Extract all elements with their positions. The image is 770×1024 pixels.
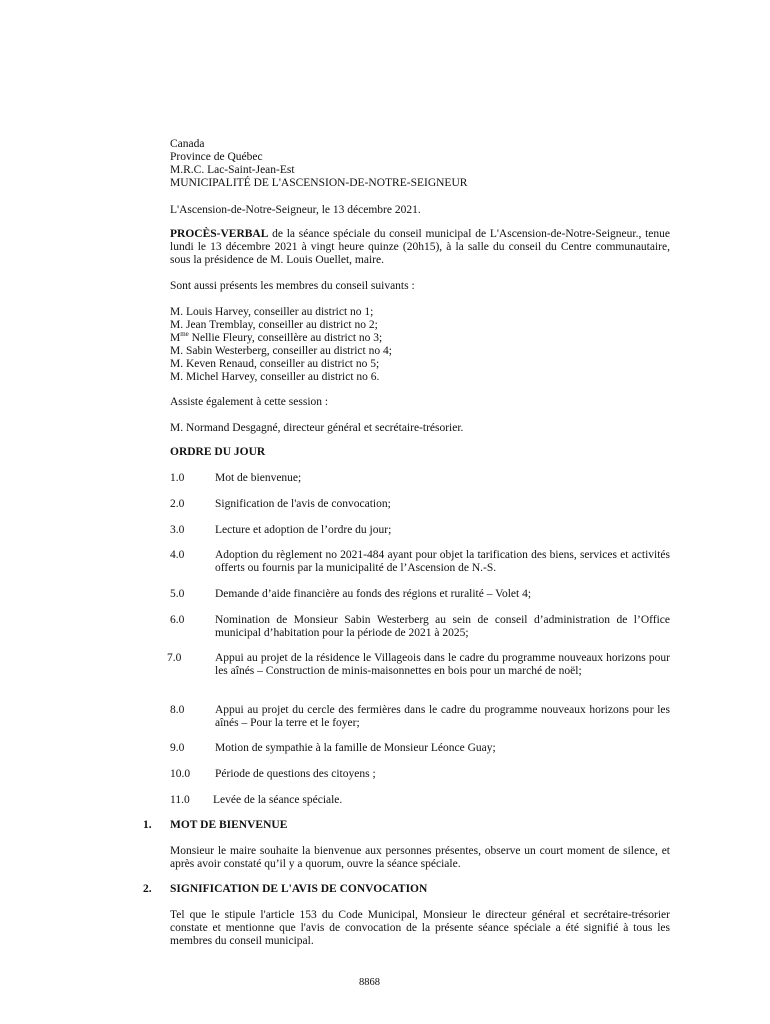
agenda-item-text: Appui au projet du cercle des fermières dans le cadre du programme nouveaux horizons pour les aînés – Pour la terre et le foyer; xyxy=(215,704,670,729)
section-body: Monsieur le maire souhaite la bienvenue aux personnes présentes, observe un court moment de silence, et après avoir constaté qu’il y a quorum, ouvre la séance spéciale. xyxy=(170,845,670,870)
agenda-item-text: Mot de bienvenue; xyxy=(215,472,302,484)
agenda-item-number: 1.0 xyxy=(170,472,185,484)
agenda-item-number: 6.0 xyxy=(170,614,185,626)
assist-intro: Assiste également à cette session : xyxy=(170,396,329,408)
member-item: M. Sabin Westerberg, conseiller au district no 4; xyxy=(170,345,392,357)
agenda-item-text: Appui au projet de la résidence le Villageois dans le cadre du programme nouveaux horizons pour les aînés – Construction de minis-maisonnettes en bois pour un marché de noël; xyxy=(215,652,670,677)
agenda-item-number: 2.0 xyxy=(170,498,185,510)
page-number: 8868 xyxy=(359,977,380,988)
agenda-item-text: Signification de l'avis de convocation; xyxy=(215,498,391,510)
agenda-item-text: Demande d’aide financière au fonds des régions et ruralité – Volet 4; xyxy=(215,588,532,600)
section-title: SIGNIFICATION DE L'AVIS DE CONVOCATION xyxy=(170,883,428,895)
agenda-item-text: Nomination de Monsieur Sabin Westerberg au sein de conseil d’administration de l’Office municipal d’habitation pour la période de 2021 à 2025; xyxy=(215,614,670,639)
agenda-item-number: 5.0 xyxy=(170,588,185,600)
agenda-item-text: Motion de sympathie à la famille de Monsieur Léonce Guay; xyxy=(215,742,496,754)
member-item: M. Jean Tremblay, conseiller au district no 2; xyxy=(170,319,378,331)
agenda-item-number: 11.0 xyxy=(170,794,190,806)
section-number: 2. xyxy=(143,883,152,895)
assist-person: M. Normand Desgagné, directeur général et secrétaire-trésorier. xyxy=(170,422,464,434)
agenda-item-number: 10.0 xyxy=(170,768,191,780)
agenda-item-number: 9.0 xyxy=(170,742,185,754)
agenda-item-text: Période de questions des citoyens ; xyxy=(215,768,376,780)
agenda-item-number: 3.0 xyxy=(170,524,185,536)
member-item xyxy=(170,332,382,345)
proces-verbal-text: de la séance spéciale du conseil municipal de L'Ascension-de-Notre-Seigneur., tenue lundi le 13 décembre 2021 à vingt heure quinze (20h15), à la salle du conseil du Centre communautaire, sous la présidence de M. Louis Ouellet, maire. xyxy=(170,228,670,266)
section-number: 1. xyxy=(143,819,152,831)
members-intro: Sont aussi présents les membres du conseil suivants : xyxy=(170,280,415,292)
proces-verbal-label: PROCÈS-VERBAL xyxy=(170,228,269,240)
header-province: Province de Québec xyxy=(170,151,263,163)
header-mrc: M.R.C. Lac-Saint-Jean-Est xyxy=(170,164,295,176)
agenda-item-text: Adoption du règlement no 2021-484 ayant pour objet la tarification des biens, services et activités offerts ou fournis par la municipalité de l’Ascension de N.-S. xyxy=(215,549,670,574)
agenda-item-number: 7.0 xyxy=(167,652,182,664)
agenda-item-text: Lecture et adoption de l’ordre du jour; xyxy=(215,524,392,536)
header-municipality: MUNICIPALITÉ DE L'ASCENSION-DE-NOTRE-SEIGNEUR xyxy=(170,177,468,189)
date-line: L'Ascension-de-Notre-Seigneur, le 13 décembre 2021. xyxy=(170,204,421,216)
agenda-item-number: 4.0 xyxy=(170,549,185,561)
section-body: Tel que le stipule l'article 153 du Code Municipal, Monsieur le directeur général et secrétaire-trésorier constate et mentionne que l'avis de convocation de la présente séance spéciale a été signifié à tous les membres du conseil municipal. xyxy=(170,909,670,947)
member-title-prefix: M xyxy=(170,332,181,344)
proces-verbal-paragraph xyxy=(170,228,670,267)
member-item: M. Louis Harvey, conseiller au district no 1; xyxy=(170,306,374,318)
agenda-item-number: 8.0 xyxy=(170,704,185,716)
member-name: Nellie Fleury, conseillère au district no 3; xyxy=(188,332,383,344)
section-title: MOT DE BIENVENUE xyxy=(170,819,288,831)
member-item: M. Keven Renaud, conseiller au district no 5; xyxy=(170,358,380,370)
header-country: Canada xyxy=(170,138,205,150)
agenda-item-text: Levée de la séance spéciale. xyxy=(213,794,343,806)
member-item: M. Michel Harvey, conseiller au district no 6. xyxy=(170,371,380,383)
agenda-title: ORDRE DU JOUR xyxy=(170,446,266,458)
member-title-superscript: me xyxy=(180,330,189,339)
